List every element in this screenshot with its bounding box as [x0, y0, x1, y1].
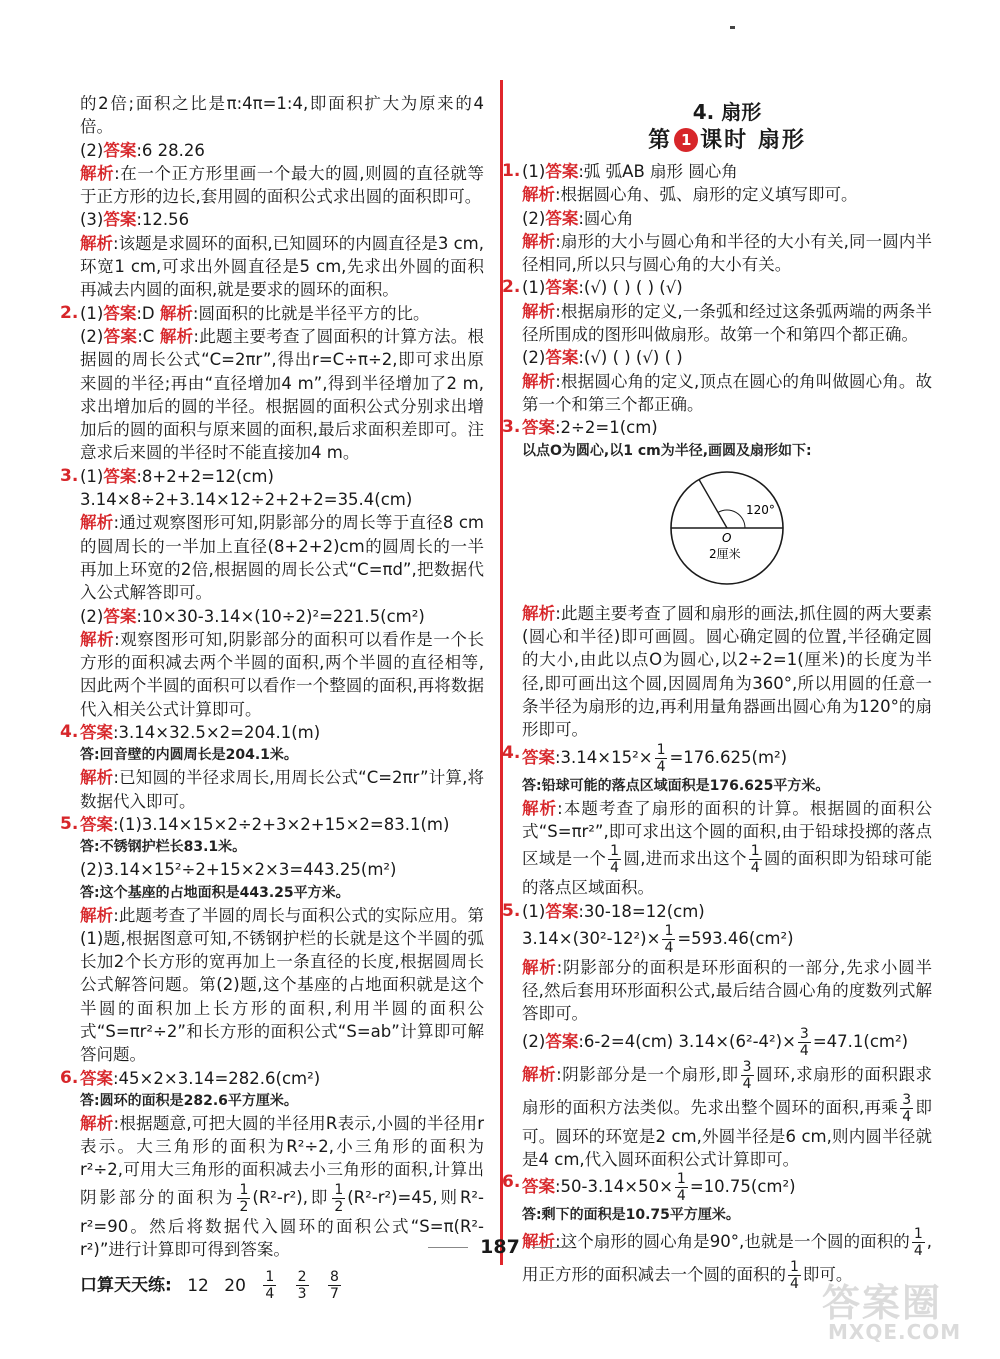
explanation: 解析:本题考查了扇形的面积的计算。根据圆的面积公式“S=πr²”,即可求出这个圆的面积,由于铅球投掷的落点区域是一个 $\frac{1}{4}$ 圆,进而求出这个 $\frac{1}{4}$ 圆的面积即为铅球可能的落点区域面积。 [522, 798, 933, 898]
left-column [60, 92, 485, 1303]
explanation: 解析:在一个正方形里画一个最大的圆,则圆的直径就等于正方形的边长,套用圆的面积公式求出圆的面积即可。 [80, 163, 484, 207]
answer-keyword: 答案 [103, 140, 137, 160]
fraction: $\frac{1}{4}$ [664, 922, 674, 956]
answer-keyword: 答案 [103, 210, 137, 230]
sector-diagram [522, 466, 932, 596]
watermark-text: 答案圈 [822, 1281, 943, 1325]
diameter-label: 2厘米 [709, 546, 741, 561]
angle-label: 120° [746, 502, 775, 517]
oral-practice-label: 口算天天练: [80, 1275, 172, 1296]
fraction: $\frac{1}{4}$ [913, 1226, 923, 1260]
answer-keyword: 答案 [103, 606, 137, 626]
construction-note: 以点O为圆心,以1 cm为半径,画圆及扇形如下: [522, 442, 812, 459]
answer-line: (3)答案:12.56 [80, 210, 190, 230]
reply-line: 答:圆环的面积是282.6平方厘米。 [80, 1092, 298, 1109]
oral-practice [80, 1269, 484, 1302]
answer-line: (2)答案:(√) ( ) (√) ( ) [522, 348, 683, 368]
oral-value: 12 [187, 1275, 209, 1296]
fraction: $\frac{8}{7}$ [329, 1269, 339, 1303]
explain-keyword: 解析 [522, 185, 555, 205]
explanation: 解析:此题考查了半圆的周长与面积公式的实际应用。第(1)题,根据图意可知,不锈钢护栏的长就是这个半圆的弧长加2个长方形的宽再加上一条直径的长度,根据圆周长公式解答问题。第(2)题,这个基座的占地面积就是这个半圆的面积加上长方形的面积,利用半圆的面积公式“S=πr²÷2”和长方形的面积公式“S=ab”计算即可解答问题。 [80, 905, 484, 1065]
fraction: $\frac{3}{4}$ [902, 1091, 912, 1125]
explanation: 解析:观察图形可知,阴影部分的面积可以看作是一个长方形的面积减去两个半圆的面积,两个半圆的直径相等,因此两个半圆的面积可以看作一个整圆的面积,再将数据代入相关公式计算即可。 [80, 629, 484, 719]
answer-line: (2)答案:6 28.26 [80, 140, 205, 160]
question-number: 2. [60, 302, 79, 323]
answer-line: (1)答案:8+2+2=12(cm) [80, 466, 274, 486]
question-number: 5. [60, 813, 79, 834]
answer-line: (1)答案:弧 弧AB 扇形 圆心角 [522, 162, 738, 181]
answer-line: (1)答案:30-18=12(cm) [522, 901, 705, 921]
question-number: 4. [502, 742, 521, 763]
fraction: $\frac{1}{4}$ [750, 843, 760, 877]
answer-line: (2)答案:6-2=4(cm) 3.14×(6²-4²)× $\frac{3}{4}$ =47.1(cm²) [522, 1025, 909, 1059]
answer-keyword: 答案 [545, 208, 579, 228]
explain-keyword: 解析 [522, 957, 557, 977]
reply-line: 答:这个基座的占地面积是443.25平方米。 [80, 884, 350, 901]
answer-keyword: 答案 [103, 303, 137, 323]
question-block [60, 1067, 485, 1262]
center-label: O [722, 530, 732, 545]
question-block [502, 160, 933, 276]
question-number: 3. [502, 417, 521, 438]
question-block [502, 416, 933, 741]
explanation: 解析:根据扇形的定义,一条弧和经过这条弧两端的两条半径所围成的图形叫做扇形。故第一个和第四个都正确。 [522, 301, 933, 345]
watermark-logo [822, 1272, 992, 1348]
answer-keyword: 答案 [545, 901, 579, 921]
circle-sector-figure [662, 466, 792, 590]
explanation: 解析:根据圆心角、弧、扇形的定义填写即可。 [522, 185, 858, 205]
explanation: 解析:根据题意,可把大圆的半径用R表示,小圆的半径用r表示。大三角形的面积为R²÷2,小三角形的面积为r²÷2,可用大三角形的面积减去小三角形的面积,计算出阴影部分的面积为 $\frac{1}{2}$ (R²-r²),即 $\frac{1}{2}$ (R²-r²)=45,则R²-r²=90。然后将数据代入圆环的面积公式“S=π(R²-r²)”进行计算即可得到答案。 [80, 1113, 485, 1260]
answer-keyword: 答案 [545, 278, 579, 298]
paragraph: 的2倍;面积之比是π:4π=1:4,即面积扩大为原来的4倍。 [80, 94, 484, 137]
question-block [502, 276, 933, 416]
fraction: $\frac{1}{4}$ [656, 741, 666, 775]
question-number: 6. [60, 1067, 79, 1088]
explain-keyword: 解析 [522, 1232, 556, 1252]
page-number-rule [532, 1247, 572, 1248]
explanation: 解析:这个扇形的圆心角是90°,也就是一个圆的面积的 $\frac{1}{4}$ ,用正方形的面积减去一个圆的面积的 $\frac{1}{4}$ 即可。 [522, 1226, 933, 1293]
formula-line: 3.14×(30²-12²)× $\frac{1}{4}$ =593.46(cm²) [522, 922, 794, 956]
explanation: 解析:阴影部分是一个扇形,即 $\frac{3}{4}$ 圆环,求扇形的面积跟求扇形的面积方法类似。先求出整个圆环的面积,再乘 $\frac{3}{4}$ 即可。圆环的环宽是2 cm,外圆半径是6 cm,则内圆半径就是4 cm,代入圆环面积公式计算即可。 [522, 1058, 933, 1170]
answer-keyword: 答案 [522, 1177, 555, 1197]
explain-keyword: 解析 [522, 231, 556, 251]
answer-line: 答案:(1)3.14×15×2÷2+3×2+15×2=83.1(m) [80, 814, 450, 834]
explain-keyword: 解析 [159, 303, 193, 323]
question-block [502, 900, 933, 1172]
question-number: 3. [60, 465, 79, 486]
question-number: 5. [502, 900, 521, 921]
question-block [60, 302, 485, 465]
answer-line: 答案:2÷2=1(cm) [522, 418, 658, 438]
question-block [60, 813, 484, 1067]
explain-keyword: 解析 [522, 371, 556, 391]
explanation: 解析:已知圆的半径求周长,用周长公式“C=2πr”计算,将数据代入即可。 [80, 768, 484, 811]
lesson-title: 第 1 课时 扇形 [648, 128, 806, 153]
explain-keyword: 解析 [522, 1064, 557, 1084]
fraction: $\frac{1}{4}$ [610, 843, 620, 877]
lesson-number-badge: 1 [674, 128, 698, 152]
fraction: $\frac{1}{2}$ [334, 1181, 344, 1215]
fraction: $\frac{3}{4}$ [742, 1058, 752, 1092]
reply-line: 答:剩下的面积是10.75平方厘米。 [522, 1207, 740, 1224]
answer-keyword: 答案 [522, 747, 555, 767]
page-number: 187 [0, 1236, 1000, 1258]
explanation: 解析:通过观察图形可知,阴影部分的周长等于直径8 cm的圆周长的一半加上直径(8+2+2)cm的圆周长的一半再加上环宽的2倍,根据圆的周长公式“C=πd”,把数据代入公式解答即可。 [80, 513, 484, 603]
explain-keyword: 解析 [522, 798, 558, 818]
page-number-rule [428, 1247, 468, 1248]
answer-keyword: 答案 [80, 1068, 113, 1088]
answer-line: (2)答案:圆心角 [522, 208, 634, 228]
explanation: 解析:此题主要考查了圆和扇形的画法,抓住圆的两大要素(圆心和半径)即可画圆。圆心确定圆的位置,半径确定圆的大小,由此以点O为圆心,以2÷2=1(厘米)的长度为半径,即可画出这个圆,因圆周角为360°,所以用圆的任意一条半径为扇形的边,再利用量角器画出圆心角为120°的扇形即可。 [522, 603, 933, 740]
explain-keyword: 解析 [80, 233, 114, 253]
question-number: 1. [502, 161, 521, 181]
fraction: $\frac{1}{4}$ [790, 1259, 799, 1293]
answer-line: (2)答案:C 解析:此题主要考查了圆面积的计算方法。根据圆的周长公式“C=2πr”,得出r=C÷π÷2,即可求出原来圆的半径;再由“直径增加4 m”,得到半径增加了2 m,求出增加后的圆的半径。根据圆的面积公式分别求出增加后的圆的面积与原来圆的面积,最后求面积差即可。注意求后来圆的半径时不能直接加4 m。 [80, 326, 485, 463]
explanation: 解析:扇形的大小与圆心角和半径的大小有关,同一圆内半径相同,所以只与圆心角的大小有关。 [522, 231, 933, 275]
formula-line: (2)3.14×15²÷2+15×2×3=443.25(m²) [80, 860, 397, 880]
question-number: 4. [60, 722, 79, 743]
question-number: 2. [502, 277, 521, 298]
answer-line: 答案:3.14×32.5×2=204.1(m) [80, 723, 321, 743]
answer-line: (2)答案:10×30-3.14×(10÷2)²=221.5(cm²) [80, 606, 425, 626]
explain-keyword: 解析 [522, 301, 556, 321]
answer-keyword: 答案 [522, 418, 555, 438]
answer-line: 答案:50-3.14×50× $\frac{1}{4}$ =10.75(cm²) [522, 1171, 796, 1205]
fraction: $\frac{1}{4}$ [676, 1171, 686, 1205]
reply-line: 答:铅球可能的落点区域面积是176.625平方米。 [522, 777, 830, 794]
explanation: 解析:该题是求圆环的面积,已知圆环的内圆直径是3 cm,环宽1 cm,可求出外圆直径是5 cm,先求出外圆的面积再减去内圆的面积,就是要求的圆环的面积。 [80, 233, 484, 300]
right-column [502, 98, 933, 1293]
oral-value: 20 [224, 1275, 246, 1296]
print-mark [730, 26, 735, 29]
answer-keyword: 答案 [545, 1031, 579, 1051]
section-title: 4. 扇形 [692, 100, 762, 124]
fraction: $\frac{2}{3}$ [297, 1269, 307, 1303]
answer-line: (1)答案:D 解析:圆面积的比就是半径平方的比。 [80, 303, 430, 323]
question-block [502, 741, 933, 900]
explain-keyword: 解析 [80, 905, 114, 925]
formula-line: 3.14×8÷2+3.14×12÷2+2+2=35.4(cm) [80, 490, 413, 510]
fraction: $\frac{3}{4}$ [799, 1025, 809, 1059]
reply-line: 答:回音壁的内圆周长是204.1米。 [80, 747, 298, 764]
answer-keyword: 答案 [80, 723, 113, 743]
answer-line: 答案:45×2×3.14=282.6(cm²) [80, 1068, 321, 1088]
reply-line: 答:不锈钢护栏长83.1米。 [80, 839, 247, 856]
explain-keyword: 解析 [159, 326, 194, 346]
fraction: $\frac{1}{4}$ [265, 1269, 275, 1303]
question-block [60, 465, 484, 721]
explanation: 解析:阴影部分的面积是环形面积的一部分,先求小圆半径,然后套用环形面积公式,最后结合圆心角的度数列式解答即可。 [522, 957, 932, 1024]
radius-line [699, 479, 727, 528]
explain-keyword: 解析 [80, 163, 115, 183]
answer-keyword: 答案 [545, 162, 579, 181]
question-number: 6. [502, 1172, 521, 1193]
column-divider [500, 80, 503, 1265]
answer-line: 答案:3.14×15²× $\frac{1}{4}$ =176.625(m²) [522, 741, 788, 775]
explain-keyword: 解析 [80, 1113, 114, 1133]
watermark-url: MXQE.COM [828, 1320, 962, 1344]
explain-keyword: 解析 [522, 603, 556, 623]
explain-keyword: 解析 [80, 513, 114, 533]
answer-keyword: 答案 [80, 814, 113, 834]
answer-line: (1)答案:(√) ( ) ( ) (√) [522, 278, 683, 298]
answer-keyword: 答案 [545, 348, 579, 368]
question-block [60, 721, 484, 813]
answer-keyword: 答案 [103, 326, 138, 346]
explanation: 解析:根据圆心角的定义,顶点在圆心的角叫做圆心角。故第一个和第三个都正确。 [522, 371, 933, 414]
explain-keyword: 解析 [80, 768, 114, 788]
explain-keyword: 解析 [80, 629, 115, 649]
answer-keyword: 答案 [103, 466, 137, 486]
fraction: $\frac{1}{2}$ [239, 1181, 249, 1215]
